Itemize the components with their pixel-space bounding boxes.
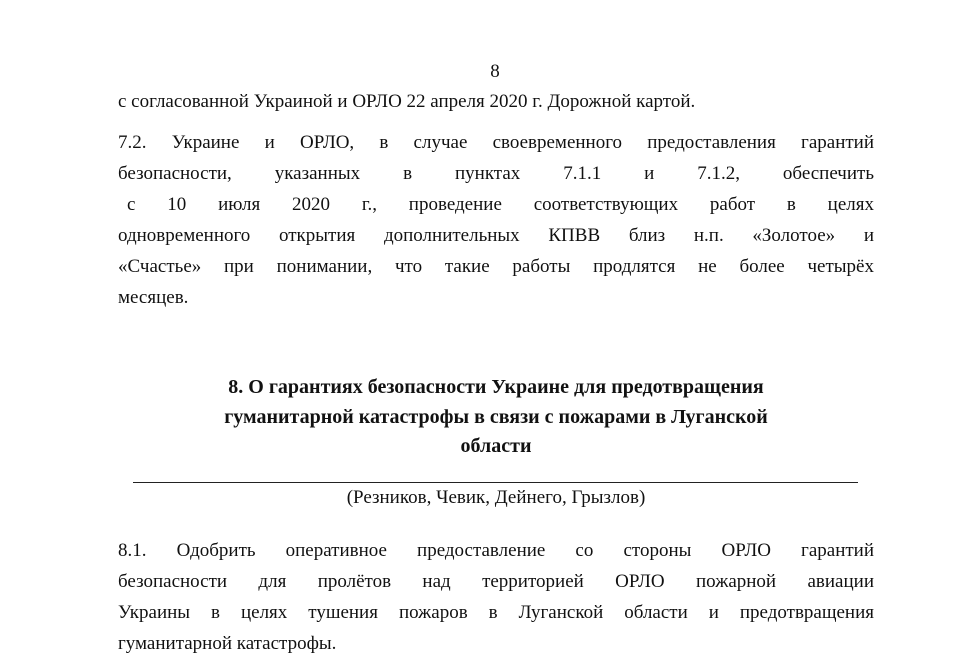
paragraph-7-2-line-2: безопасности, указанных в пунктах 7.1.1 и 7.1.2, обеспечить	[118, 163, 874, 184]
paragraph-7-2-line-6: месяцев.	[118, 287, 189, 308]
paragraph-7-2-line-4: одновременного открытия дополнительных КПВВ близ н.п. «Золотое» и	[118, 225, 874, 246]
paragraph-7-2-line-5: «Счастье» при понимании, что такие работы продлятся не более четырёх	[118, 256, 874, 277]
section-8-title-line-3: области	[460, 435, 532, 457]
paragraph-8-1-line-4: гуманитарной катастрофы.	[118, 633, 337, 654]
section-divider-line	[133, 482, 858, 483]
previous-paragraph-end: с согласованной Украиной и ОРЛО 22 апреля 2020 г. Дорожной картой.	[118, 91, 696, 112]
paragraph-8-1-line-1: 8.1. Одобрить оперативное предоставление со стороны ОРЛО гарантий	[118, 540, 874, 561]
paragraph-7-2-line-1: 7.2. Украине и ОРЛО, в случае своевременного предоставления гарантий	[118, 132, 874, 153]
section-8-title-line-1: 8. О гарантиях безопасности Украине для предотвращения	[228, 376, 764, 398]
paragraph-8-1-line-2: безопасности для пролётов над территорией ОРЛО пожарной авиации	[118, 571, 874, 592]
page-number: 8	[490, 61, 500, 82]
section-8-authors: (Резников, Чевик, Дейнего, Грызлов)	[346, 487, 646, 508]
section-8-title-line-2: гуманитарной катастрофы в связи с пожарами в Луганской	[224, 406, 768, 428]
paragraph-7-2-line-3: с 10 июля 2020 г., проведение соответствующих работ в целях	[127, 194, 874, 215]
paragraph-8-1-line-3: Украины в целях тушения пожаров в Луганской области и предотвращения	[118, 602, 874, 623]
